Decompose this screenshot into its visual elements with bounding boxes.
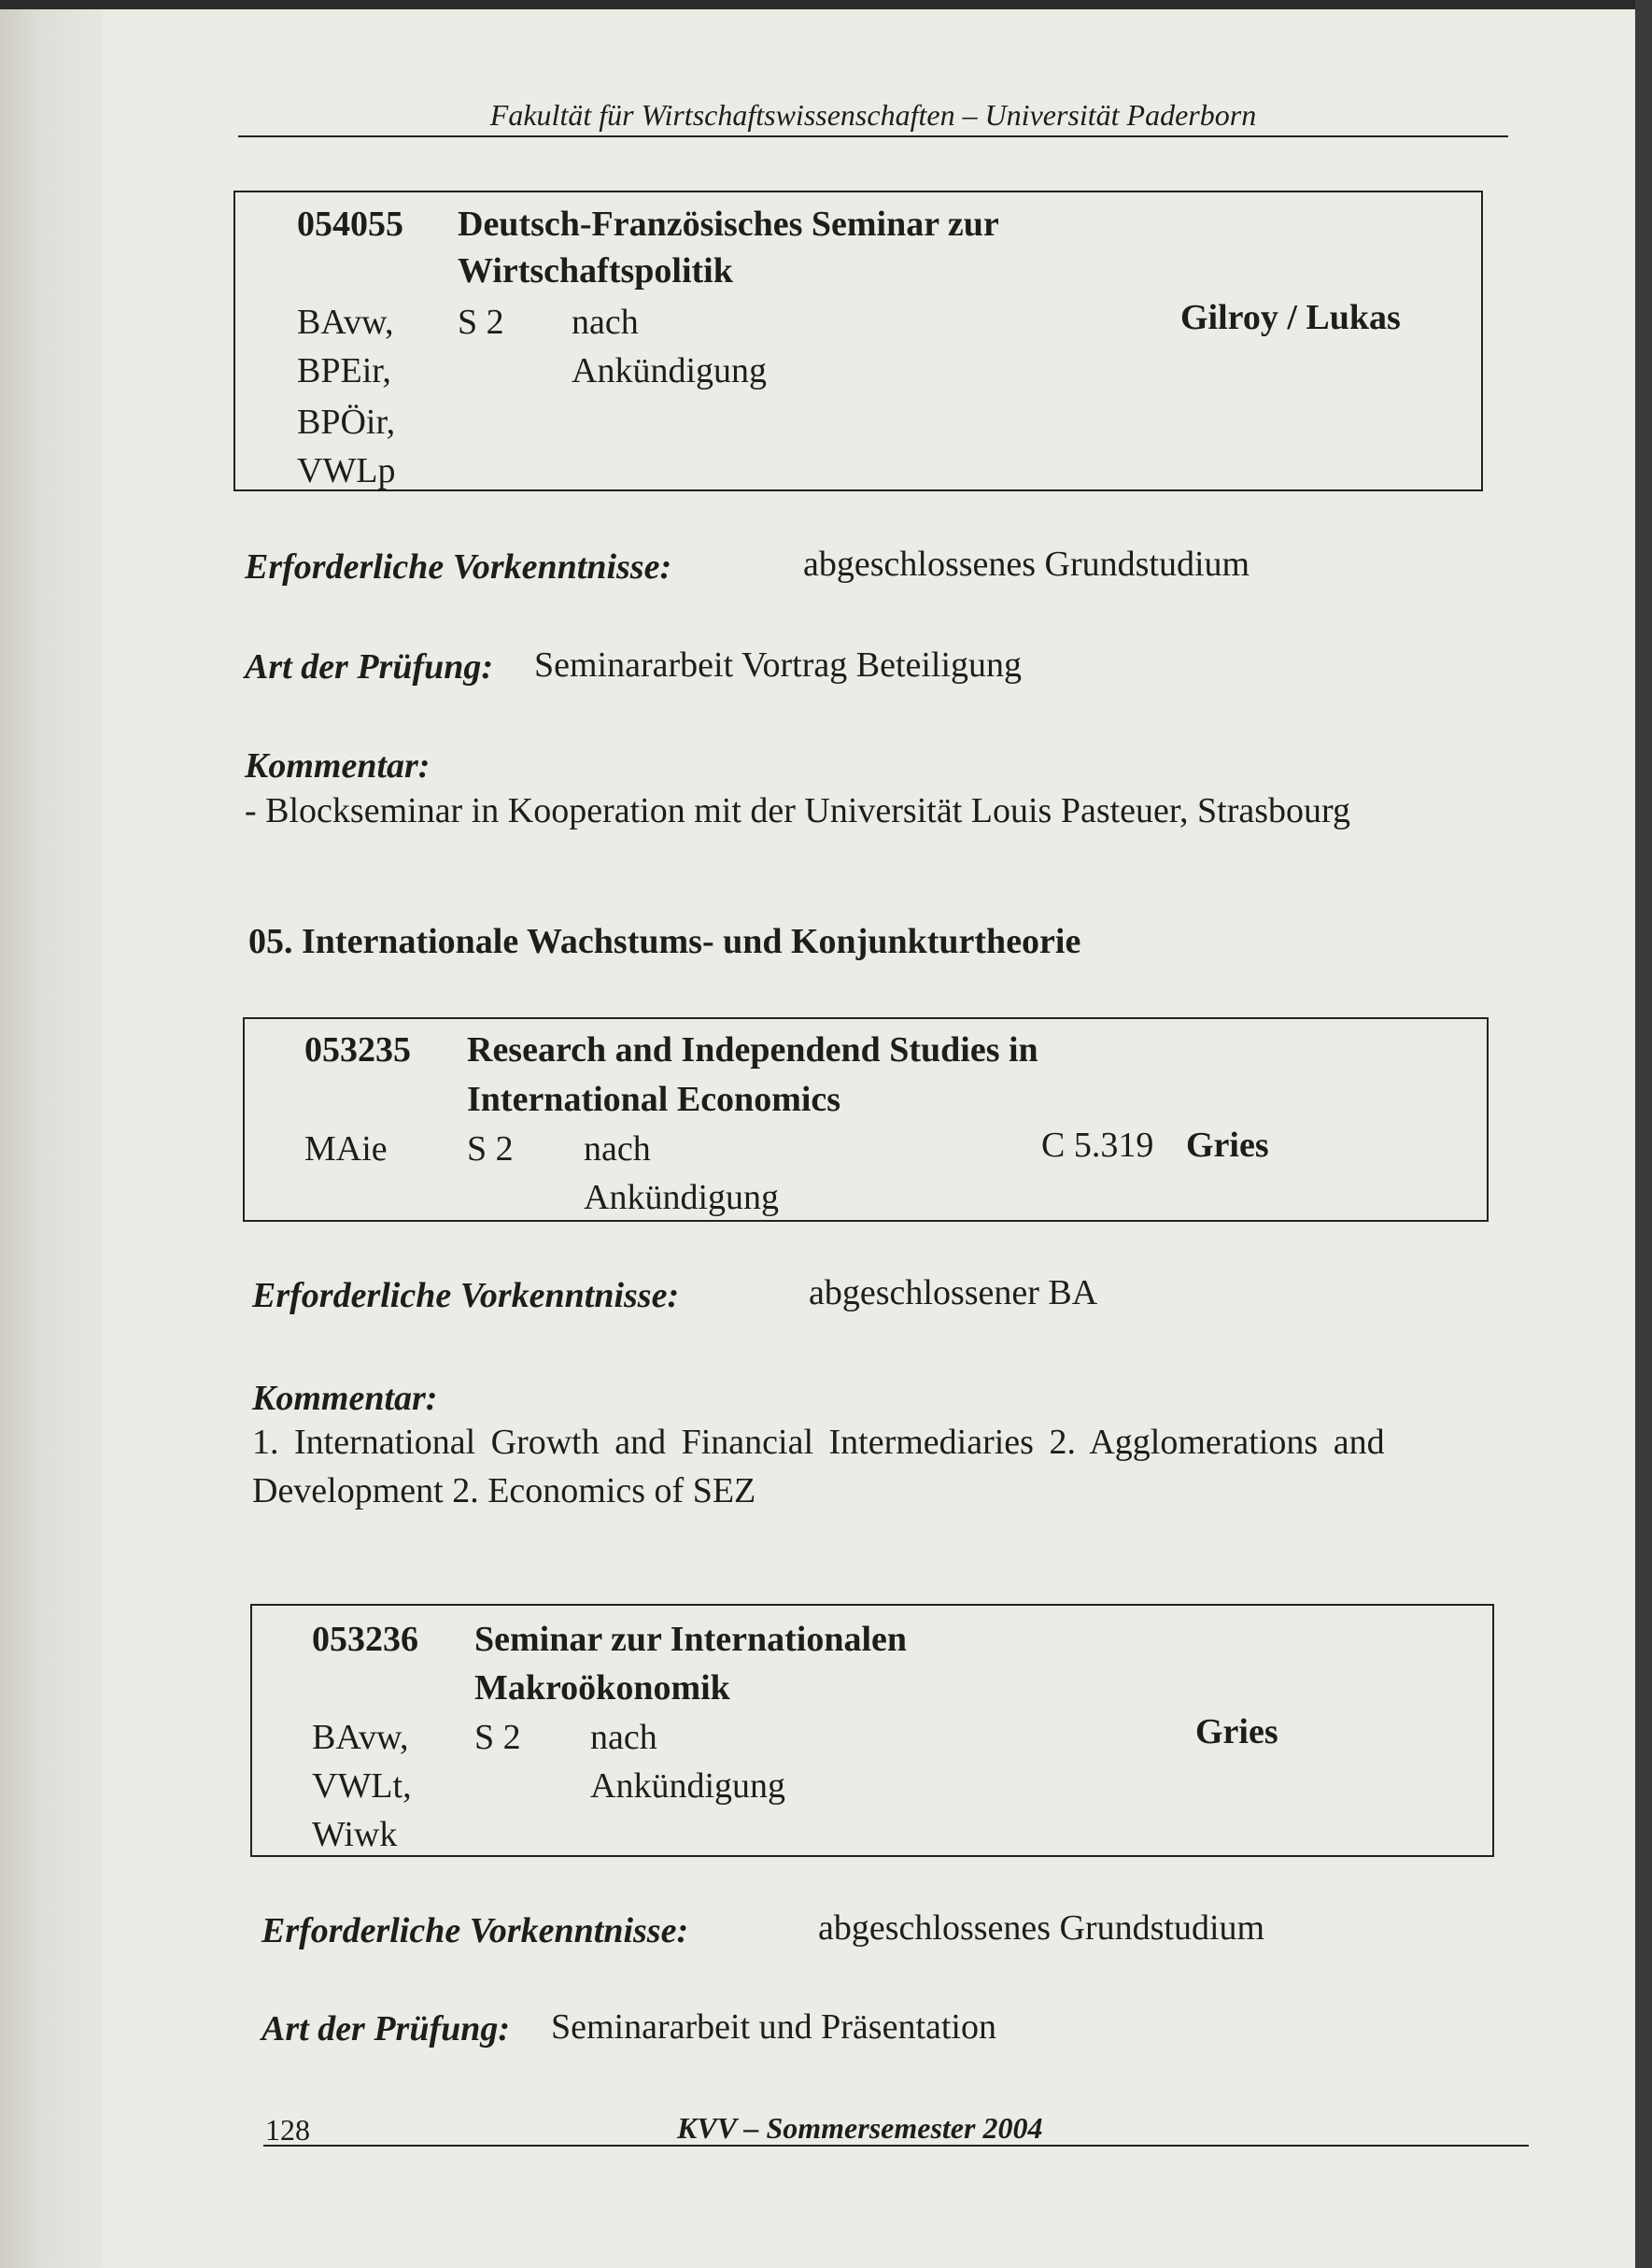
course-title: Deutsch-Französisches Seminar zur [458, 205, 999, 244]
exam-label: Art der Prüfung: [245, 647, 494, 687]
page-header: Fakultät für Wirtschaftswissenschaften – Universität Paderborn [489, 98, 1257, 132]
header-rule [238, 135, 1508, 137]
course-time: Ankündigung [590, 1766, 785, 1806]
course-program: BPEir, [297, 351, 391, 390]
exam-value: Seminararbeit Vortrag Beteiligung [534, 645, 1023, 685]
scan-border-right [1635, 0, 1652, 2268]
course-lecturer: Gries [1186, 1126, 1269, 1165]
comment-label: Kommentar: [245, 746, 431, 786]
footer-rule [263, 2145, 1529, 2147]
page-edge [0, 0, 103, 2268]
course-program: Wiwk [312, 1815, 398, 1854]
comment-value: - Blockseminar in Kooperation mit der Universität Louis Pasteuer, Strasbourg [245, 791, 1350, 830]
course-title: International Economics [467, 1080, 841, 1119]
comment-label: Kommentar: [252, 1379, 438, 1418]
prereq-label: Erforderliche Vorkenntnisse: [245, 547, 672, 587]
exam-value: Seminararbeit und Präsentation [551, 2007, 996, 2047]
course-time: nach [572, 303, 639, 342]
prereq-label: Erforderliche Vorkenntnisse: [261, 1911, 689, 1950]
course-title: Seminar zur Internationalen [474, 1620, 908, 1659]
course-type: S 2 [467, 1129, 514, 1169]
prereq-value: abgeschlossenes Grundstudium [818, 1908, 1265, 1948]
course-number: 054055 [297, 205, 403, 244]
course-time: Ankündigung [572, 351, 767, 390]
course-title: Makroökonomik [474, 1668, 730, 1708]
course-title: Research and Independend Studies in [467, 1030, 1038, 1070]
prereq-value: abgeschlossener BA [809, 1273, 1098, 1312]
section-heading: 05. Internationale Wachstums- und Konjunkturtheorie [248, 922, 1081, 961]
course-program: VWLp [297, 451, 396, 490]
course-lecturer: Gilroy / Lukas [1180, 298, 1401, 337]
comment-value: 1. International Growth and Financial Intermediaries 2. Agglomerations and [252, 1423, 1385, 1462]
page-number: 128 [265, 2113, 310, 2147]
course-number: 053236 [312, 1620, 418, 1659]
course-title: Wirtschaftspolitik [458, 251, 733, 291]
course-program: VWLt, [312, 1766, 412, 1806]
course-time: Ankündigung [584, 1178, 779, 1217]
course-number: 053235 [304, 1030, 411, 1070]
prereq-label: Erforderliche Vorkenntnisse: [252, 1276, 680, 1315]
course-program: BAvw, [312, 1718, 409, 1757]
course-type: S 2 [458, 303, 504, 342]
course-program: BPÖir, [297, 403, 396, 442]
footer-title: KVV – Sommersemester 2004 [677, 2111, 1043, 2145]
scan-border-top [0, 0, 1652, 9]
comment-value: Development 2. Economics of SEZ [252, 1471, 756, 1510]
exam-label: Art der Prüfung: [261, 2009, 511, 2048]
course-time: nach [584, 1129, 651, 1169]
course-program: MAie [304, 1129, 388, 1169]
course-type: S 2 [474, 1718, 521, 1757]
course-room: C 5.319 [1041, 1126, 1154, 1165]
course-program: BAvw, [297, 303, 394, 342]
course-lecturer: Gries [1195, 1712, 1278, 1751]
course-time: nach [590, 1718, 657, 1757]
prereq-value: abgeschlossenes Grundstudium [803, 545, 1250, 584]
